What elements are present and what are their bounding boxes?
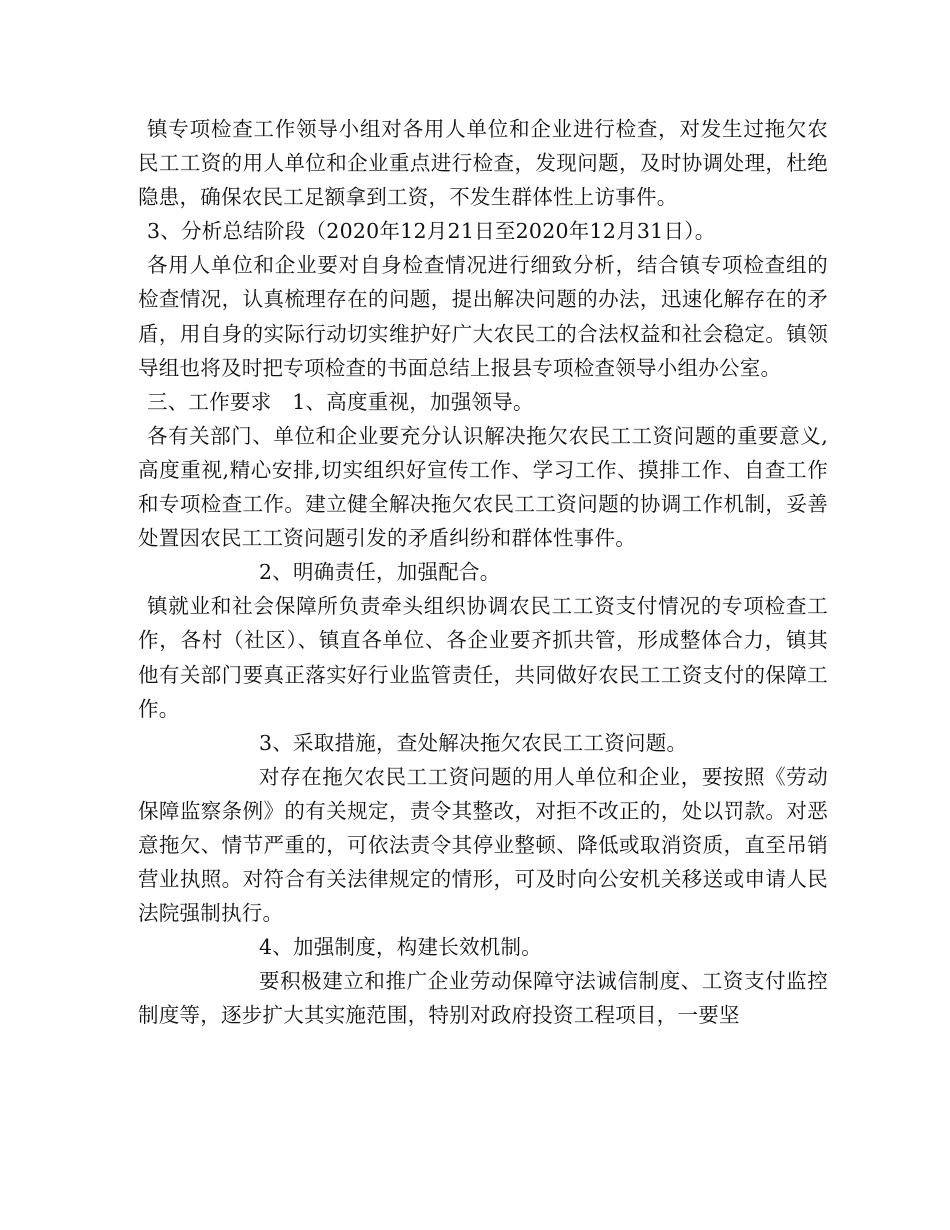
document-body (138, 112, 828, 1033)
paragraph-clear-responsibility: 镇就业和社会保障所负责牵头组织协调农民工工资支付情况的专项检查工作，各村（社区）、镇直各单位、各企业要齐抓共管，形成整体合力，镇其他有关部门要真正落实好行业监管责任，共同做好农民工工资支付的保障工作。 (138, 594, 828, 721)
heading-summary-stage: 3、分析总结阶段（2020年12月21日至2020年12月31日）。 (147, 219, 716, 244)
heading-long-term-mechanism: 4、加强制度，构建长效机制。 (259, 935, 543, 960)
paragraph-take-measures: 对存在拖欠农民工工资问题的用人单位和企业，要按照《劳动保障监察条例》的有关规定，责令其整改，对拒不改正的，处以罚款。对恶意拖欠、情节严重的，可依法责令其停业整顿、降低或取消资质，直至吊销营业执照。对符合有关法律规定的情形，可及时向公安机关移送或申请人民法院强制执行。 (138, 764, 828, 926)
heading-work-requirements: 三、工作要求 1、高度重视，加强领导。 (147, 389, 534, 414)
heading-take-measures: 3、采取措施，查处解决拖欠农民工工资问题。 (259, 730, 688, 755)
paragraph-summary-stage: 各用人单位和企业要对自身检查情况进行细致分析，结合镇专项检查组的检查情况，认真梳理存在的问题，提出解决问题的办法，迅速化解存在的矛盾，用自身的实际行动切实维护好广大农民工的合法权益和社会稳定。镇领导组也将及时把专项检查的书面总结上报县专项检查领导小组办公室。 (138, 253, 828, 380)
paragraph-attention-leadership: 各有关部门、单位和企业要充分认识解决拖欠农民工工资问题的重要意义,高度重视,精心安排,切实组织好宣传工作、学习工作、摸排工作、自查工作和专项检查工作。建立健全解决拖欠农民工工资问题的协调工作机制，妥善处置因农民工工资问题引发的矛盾纠纷和群体性事件。 (138, 423, 828, 551)
paragraph-inspection-stage: 镇专项检查工作领导小组对各用人单位和企业进行检查，对发生过拖欠农民工工资的用人单位和企业重点进行检查，发现问题，及时协调处理，杜绝隐患，确保农民工足额拿到工资，不发生群体性上访事件。 (138, 117, 828, 210)
paragraph-long-term-mechanism: 要积极建立和推广企业劳动保障守法诚信制度、工资支付监控制度等，逐步扩大其实施范围，特别对政府投资工程项目，一要坚 (138, 969, 828, 1028)
heading-clear-responsibility: 2、明确责任，加强配合。 (259, 560, 501, 585)
